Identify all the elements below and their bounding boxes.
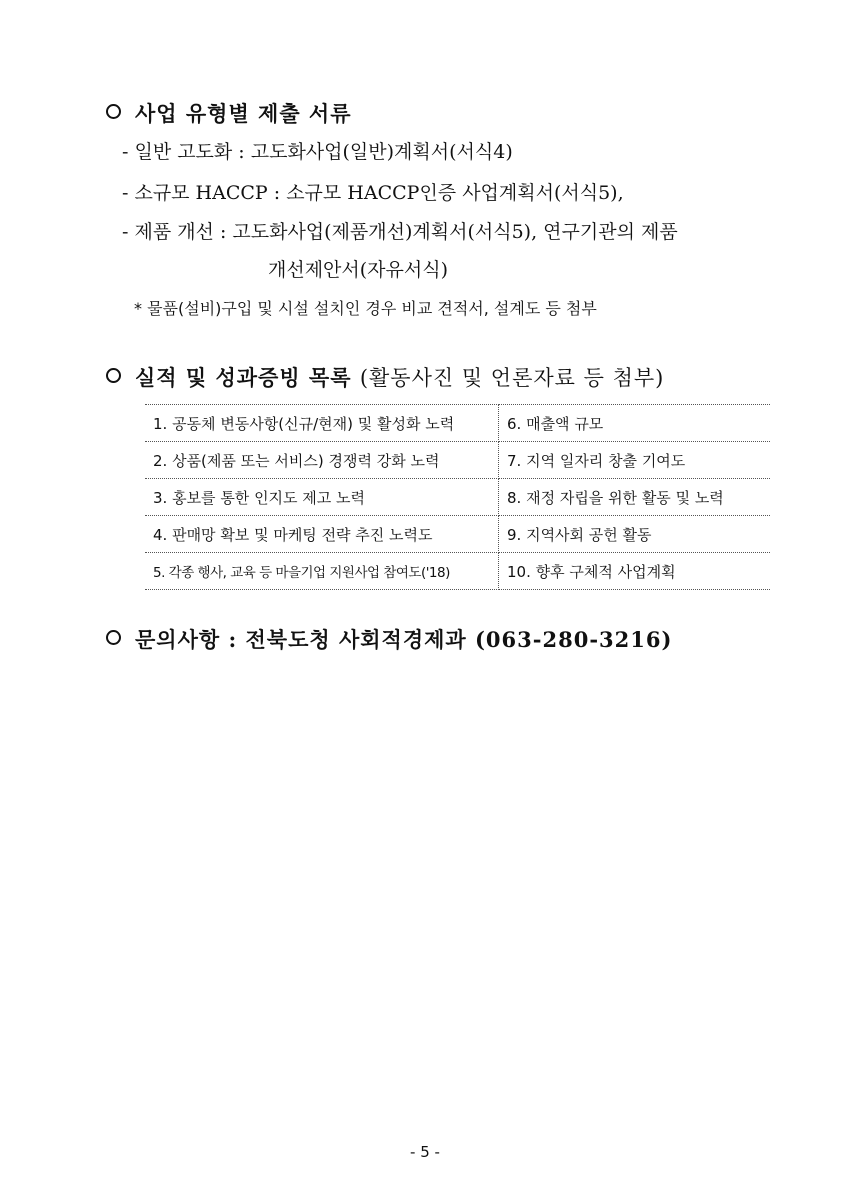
table-cell: 10. 향후 구체적 사업계획 (499, 553, 771, 590)
table-cell: 8. 재정 자립을 위한 활동 및 노력 (499, 479, 771, 516)
section-heading-evidence (106, 362, 664, 392)
heading-text: 문의사항 : 전북도청 사회적경제과 (063-280-3216) (135, 627, 673, 652)
table-row (145, 405, 770, 442)
doc-item-continued: 개선제안서(자유서식) (268, 259, 449, 281)
circle-bullet-icon (106, 368, 121, 383)
section-heading-documents (106, 98, 352, 128)
circle-bullet-icon (106, 104, 121, 119)
table-cell: 4. 판매망 확보 및 마케팅 전략 추진 노력도 (145, 516, 499, 553)
table-row (145, 442, 770, 479)
page-number: - 5 - (410, 1143, 440, 1161)
table-cell: 1. 공동체 변동사항(신규/현재) 및 활성화 노력 (145, 405, 499, 442)
heading-text: 사업 유형별 제출 서류 (135, 101, 352, 126)
attachment-note: * 물품(설비)구입 및 시설 설치인 경우 비교 견적서, 설계도 등 첨부 (134, 299, 597, 318)
heading-text: 실적 및 성과증빙 목록 (135, 365, 352, 390)
doc-item: - 제품 개선 : 고도화사업(제품개선)계획서(서식5), 연구기관의 제품 (122, 221, 678, 243)
table-cell: 7. 지역 일자리 창출 기여도 (499, 442, 771, 479)
table-cell: 3. 홍보를 통한 인지도 제고 노력 (145, 479, 499, 516)
circle-bullet-icon (106, 630, 121, 645)
table-row (145, 516, 770, 553)
heading-subtitle: (활동사진 및 언론자료 등 첨부) (359, 366, 665, 390)
table-cell: 2. 상품(제품 또는 서비스) 경쟁력 강화 노력 (145, 442, 499, 479)
table-row (145, 479, 770, 516)
table-cell: 5. 각종 행사, 교육 등 마을기업 지원사업 참여도('18) (145, 553, 499, 590)
section-heading-contact (106, 624, 672, 654)
evidence-table (145, 404, 770, 590)
doc-item: - 소규모 HACCP : 소규모 HACCP인증 사업계획서(서식5), (122, 182, 624, 204)
table-cell: 9. 지역사회 공헌 활동 (499, 516, 771, 553)
table-row (145, 553, 770, 590)
doc-item: - 일반 고도화 : 고도화사업(일반)계획서(서식4) (122, 141, 513, 163)
table-cell: 6. 매출액 규모 (499, 405, 771, 442)
